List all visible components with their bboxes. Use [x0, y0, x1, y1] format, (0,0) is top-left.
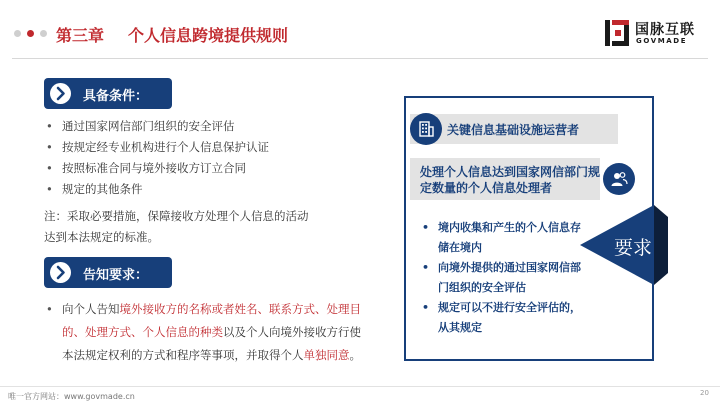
notification-text: 向个人告知 — [62, 302, 120, 316]
building-icon — [410, 113, 442, 145]
notification-list — [44, 298, 372, 367]
processor-tag-label: 处理个人信息达到国家网信部门规定数量的个人信息处理者 — [420, 165, 601, 195]
logo-english-name: GOVMADE — [636, 37, 688, 45]
operator-tag-label: 关键信息基础设施运营者 — [447, 123, 580, 137]
footer-website: 唯一官方网站：www.govmade.cn — [8, 392, 135, 401]
conditions-note — [44, 206, 309, 248]
list-item: • 按照标准合同与境外接收方订立合同 — [44, 158, 269, 179]
dot — [40, 30, 47, 37]
list-item: • 境内收集和产生的个人信息存储在境内 — [420, 218, 590, 258]
list-item — [44, 298, 372, 367]
conditions-heading — [44, 78, 172, 109]
logo-name: 国脉互联 — [635, 22, 695, 38]
conditions-list — [44, 116, 269, 200]
note-line: 注：采取必要措施，保障接收方处理个人信息的活动 — [44, 209, 309, 223]
decorative-dots — [14, 30, 48, 38]
chevron-right-icon — [50, 83, 71, 104]
page-title — [56, 23, 288, 46]
requirements-label: 要求 — [614, 237, 653, 259]
notification-text: 以及个人向境外接收方行使本法规定权利的方式和程序等事项，并取得个人 — [62, 325, 361, 362]
page-number: 20 — [700, 389, 709, 397]
header-divider — [12, 58, 708, 59]
notification-highlight: 境外接收方的名称或者姓名、联系方式、处理目的、处理方式、个人信息的种类 — [62, 302, 361, 339]
users-icon — [603, 163, 635, 195]
note-line: 达到本法规定的标准。 — [44, 230, 159, 244]
govmade-logo-icon — [605, 20, 629, 46]
list-item: • 通过国家网信部门组织的安全评估 — [44, 116, 269, 137]
requirements-list — [420, 218, 590, 338]
list-item: • 按规定经专业机构进行个人信息保护认证 — [44, 137, 269, 158]
list-item: • 规定的其他条件 — [44, 179, 269, 200]
notification-text: 。 — [349, 348, 361, 362]
notification-highlight: 单独同意 — [303, 348, 350, 362]
chapter-label: 第三章 — [56, 26, 105, 45]
notification-heading-label: 告知要求： — [83, 268, 149, 283]
list-item: • 规定可以不进行安全评估的，从其规定 — [420, 298, 590, 338]
govmade-logo — [605, 19, 709, 47]
conditions-heading-label: 具备条件： — [83, 89, 149, 104]
dot — [14, 30, 21, 37]
chapter-subject: 个人信息跨境提供规则 — [128, 26, 289, 45]
chevron-right-icon — [50, 262, 71, 283]
dot-accent — [27, 30, 34, 37]
list-item: • 向境外提供的通过国家网信部门组织的安全评估 — [420, 258, 590, 298]
footer-divider — [0, 386, 720, 387]
notification-heading — [44, 257, 172, 288]
